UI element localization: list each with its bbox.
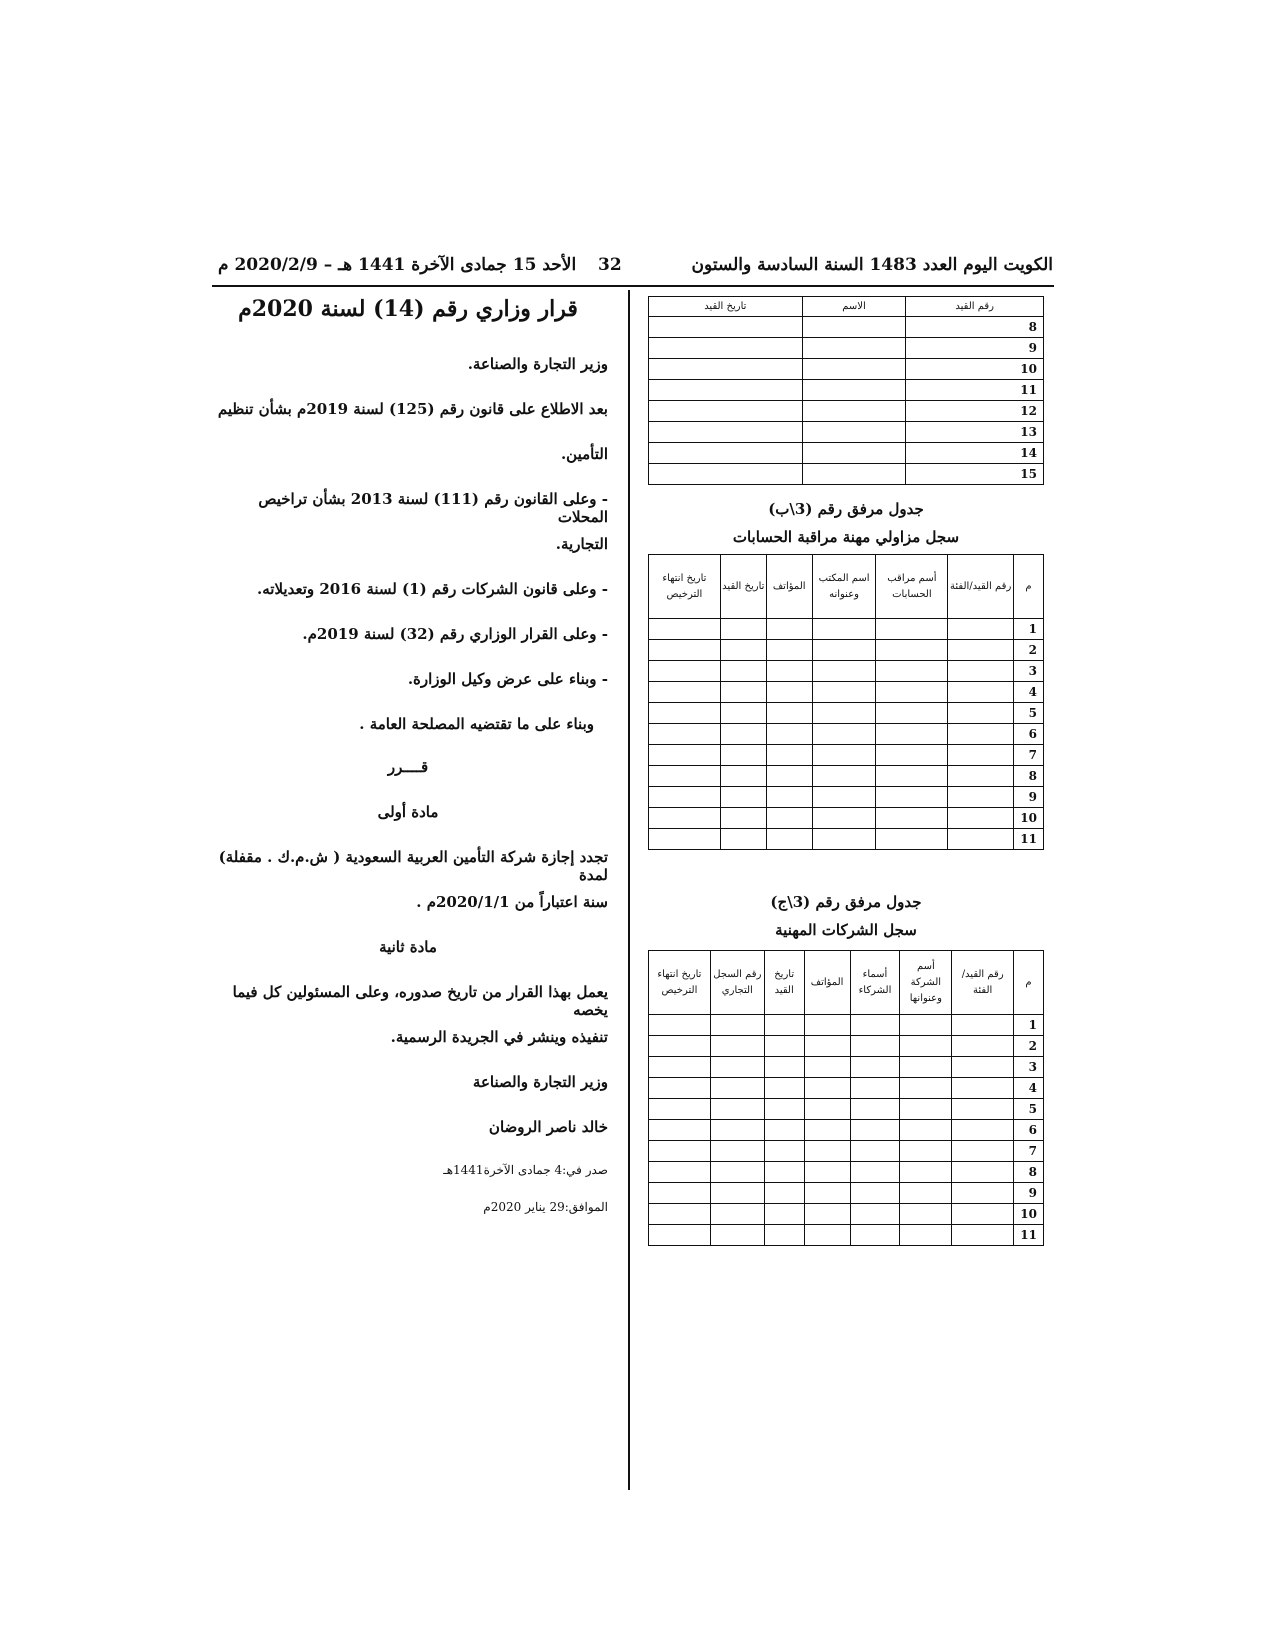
table-cell (804, 1141, 850, 1162)
table-cell (948, 724, 1014, 745)
table-cell (812, 640, 876, 661)
table-cell (952, 1225, 1014, 1246)
table-cell (948, 619, 1014, 640)
column-header: أسم مراقب الحسابات (876, 555, 948, 619)
table-cell (952, 1099, 1014, 1120)
table-cell (710, 1225, 764, 1246)
table-cell (952, 1162, 1014, 1183)
table-cell (850, 1078, 900, 1099)
table-row (649, 829, 1044, 850)
row-number: 13 (906, 422, 1044, 443)
table-cell (802, 401, 906, 422)
table-cell (649, 317, 803, 338)
table-cell (649, 1141, 711, 1162)
table-cell (948, 682, 1014, 703)
table-row (649, 359, 1044, 380)
table-cell (952, 1036, 1014, 1057)
table-cell (876, 703, 948, 724)
table-c-subtitle: سجل الشركات المهنية (775, 921, 917, 939)
table-row (649, 619, 1044, 640)
table-cell (710, 1204, 764, 1225)
preamble-p5: - وبناء على عرض وكيل الوزارة. (407, 670, 608, 688)
table-cell (649, 1225, 711, 1246)
table-cell (649, 1078, 711, 1099)
table-cell (804, 1057, 850, 1078)
column-header: رقم السجل التجاري (710, 951, 764, 1015)
table-cell (649, 1120, 711, 1141)
table-cell (952, 1015, 1014, 1036)
row-number: 14 (906, 443, 1044, 464)
table-cell (649, 338, 803, 359)
table-cell (710, 1036, 764, 1057)
table-row (649, 808, 1044, 829)
row-number: 2 (1014, 640, 1044, 661)
table-cell (948, 661, 1014, 682)
table-cell (649, 422, 803, 443)
table-cell (720, 829, 766, 850)
table-row (649, 338, 1044, 359)
table-cell (766, 724, 812, 745)
column-header: رقم القيد/الفئة (952, 951, 1014, 1015)
table-cell (649, 682, 721, 703)
issued-gregorian: الموافق:29 يناير 2020م (483, 1200, 608, 1214)
table-row (649, 787, 1044, 808)
column-header: أسم الشركة وعنوانها (900, 951, 952, 1015)
column-header: م (1014, 555, 1044, 619)
table-row (649, 703, 1044, 724)
row-number: 8 (1014, 766, 1044, 787)
row-number: 11 (906, 380, 1044, 401)
table-cell (948, 808, 1014, 829)
table-c-caption: جدول مرفق رقم (3\ج) (770, 893, 922, 911)
table-cell (649, 745, 721, 766)
column-header: تاريخ انتهاء الترخيص (649, 555, 721, 619)
table-cell (766, 808, 812, 829)
table-cell (720, 682, 766, 703)
table-cell (720, 766, 766, 787)
table-cell (649, 380, 803, 401)
table-row (649, 1057, 1044, 1078)
row-number: 6 (1014, 724, 1044, 745)
professional-companies-table (648, 950, 1044, 1246)
table-cell (766, 829, 812, 850)
table-cell (900, 1099, 952, 1120)
table-cell (802, 443, 906, 464)
table-cell (900, 1057, 952, 1078)
table-cell (900, 1078, 952, 1099)
preamble-p2-line1: - وعلى القانون رقم (111) لسنة 2013 بشأن تراخيص المحلات (258, 490, 608, 526)
column-header: رقم القيد/الفئة (948, 555, 1014, 619)
table-row (649, 380, 1044, 401)
table-row (649, 1036, 1044, 1057)
table-cell (649, 443, 803, 464)
table-cell (804, 1225, 850, 1246)
table-cell (900, 1225, 952, 1246)
table-row (649, 443, 1044, 464)
table-cell (649, 1099, 711, 1120)
table-cell (850, 1141, 900, 1162)
table-cell (876, 640, 948, 661)
table-cell (720, 745, 766, 766)
row-number: 7 (1014, 745, 1044, 766)
column-divider (628, 290, 630, 1490)
table-cell (900, 1162, 952, 1183)
table-cell (720, 703, 766, 724)
table-cell (812, 619, 876, 640)
table-cell (710, 1183, 764, 1204)
table-cell (720, 619, 766, 640)
decided-heading: قــــرر (387, 758, 429, 776)
table-cell (764, 1225, 804, 1246)
table-cell (948, 640, 1014, 661)
table-cell (850, 1036, 900, 1057)
table-cell (720, 787, 766, 808)
table-cell (804, 1183, 850, 1204)
column-header: اسم المكتب وعنوانه (812, 555, 876, 619)
table-cell (900, 1120, 952, 1141)
table-cell (812, 787, 876, 808)
row-number: 10 (906, 359, 1044, 380)
table-cell (710, 1141, 764, 1162)
row-number: 7 (1014, 1141, 1044, 1162)
table-cell (764, 1015, 804, 1036)
table-cell (876, 724, 948, 745)
table-cell (766, 682, 812, 703)
table-cell (812, 766, 876, 787)
table-cell (850, 1183, 900, 1204)
row-number: 1 (1014, 1015, 1044, 1036)
table-cell (764, 1183, 804, 1204)
table-row (649, 1015, 1044, 1036)
table-cell (804, 1015, 850, 1036)
table-row (649, 464, 1044, 485)
article2-line1: يعمل بهذا القرار من تاريخ صدوره، وعلى المسئولين كل فيما يخصه (232, 983, 608, 1019)
table-cell (952, 1183, 1014, 1204)
row-number: 9 (906, 338, 1044, 359)
table-cell (948, 766, 1014, 787)
column-header: المؤاتف (766, 555, 812, 619)
table-cell (766, 661, 812, 682)
column-header: أسماء الشركاء (850, 951, 900, 1015)
row-number: 11 (1014, 1225, 1044, 1246)
table-cell (649, 464, 803, 485)
table-row (649, 682, 1044, 703)
row-number: 3 (1014, 1057, 1044, 1078)
table-cell (764, 1078, 804, 1099)
page-number: 32 (598, 255, 622, 275)
table-cell (766, 745, 812, 766)
table-cell (948, 829, 1014, 850)
preamble-p4: - وعلى القرار الوزاري رقم (32) لسنة 2019م. (302, 625, 608, 643)
table-cell (812, 808, 876, 829)
table-cell (764, 1141, 804, 1162)
header-rule (212, 285, 1054, 287)
table-cell (876, 787, 948, 808)
decision-title: قرار وزاري رقم (14) لسنة 2020م (238, 296, 578, 322)
table-cell (876, 829, 948, 850)
table-cell (802, 359, 906, 380)
table-cell (850, 1099, 900, 1120)
table-cell (649, 359, 803, 380)
table-row (649, 661, 1044, 682)
table-cell (649, 724, 721, 745)
table-cell (876, 619, 948, 640)
row-number: 2 (1014, 1036, 1044, 1057)
table-row (649, 766, 1044, 787)
column-header: رقم القيد (906, 297, 1044, 317)
preamble-p1-line1: بعد الاطلاع على قانون رقم (125) لسنة 2019م بشأن تنظيم (217, 400, 608, 418)
table-cell (649, 808, 721, 829)
column-header: تاريخ القيد (764, 951, 804, 1015)
table-cell (649, 619, 721, 640)
table-row (649, 1225, 1044, 1246)
table-cell (649, 1162, 711, 1183)
table-row (649, 1183, 1044, 1204)
table-cell (766, 766, 812, 787)
article1-line1: تجدد إجازة شركة التأمين العربية السعودية ( ش.م.ك . مقفلة) لمدة (218, 848, 608, 884)
table-cell (720, 661, 766, 682)
table-cell (812, 829, 876, 850)
row-number: 6 (1014, 1120, 1044, 1141)
table-cell (900, 1183, 952, 1204)
table-cell (649, 1015, 711, 1036)
table-cell (804, 1162, 850, 1183)
table-cell (710, 1015, 764, 1036)
table-cell (812, 703, 876, 724)
row-number: 8 (906, 317, 1044, 338)
table-cell (812, 661, 876, 682)
table-cell (804, 1036, 850, 1057)
table-cell (649, 829, 721, 850)
table-cell (766, 703, 812, 724)
table-row (649, 317, 1044, 338)
row-number: 15 (906, 464, 1044, 485)
row-number: 10 (1014, 1204, 1044, 1225)
article1-line2: سنة اعتباراً من 2020/1/1م . (416, 893, 608, 911)
table-cell (850, 1225, 900, 1246)
table-row (649, 1204, 1044, 1225)
table-cell (802, 422, 906, 443)
row-number: 12 (906, 401, 1044, 422)
table-b-caption: جدول مرفق رقم (3\ب) (768, 500, 924, 518)
table-cell (710, 1099, 764, 1120)
table-cell (649, 787, 721, 808)
table-cell (850, 1204, 900, 1225)
table-row (649, 1141, 1044, 1162)
table-cell (802, 338, 906, 359)
table-cell (649, 1204, 711, 1225)
table-cell (720, 808, 766, 829)
table-cell (649, 661, 721, 682)
row-number: 9 (1014, 787, 1044, 808)
table-cell (649, 1036, 711, 1057)
header-date: الأحد 15 جمادى الآخرة 1441 هـ – 2020/2/9 م (218, 255, 577, 275)
table-cell (802, 380, 906, 401)
table-cell (812, 745, 876, 766)
table-cell (876, 808, 948, 829)
table-cell (720, 640, 766, 661)
table-cell (764, 1057, 804, 1078)
table-cell (649, 703, 721, 724)
table-cell (649, 401, 803, 422)
preamble-p2-line2: التجارية. (555, 535, 608, 553)
preamble-p3: - وعلى قانون الشركات رقم (1) لسنة 2016 وتعديلاته. (257, 580, 608, 598)
table-cell (948, 787, 1014, 808)
auditors-register-table (648, 554, 1044, 850)
table-cell (948, 703, 1014, 724)
table-cell (649, 766, 721, 787)
table-row (649, 1078, 1044, 1099)
column-header: تاريخ انتهاء الترخيص (649, 951, 711, 1015)
table-cell (900, 1015, 952, 1036)
table-row (649, 745, 1044, 766)
column-header: الاسم (802, 297, 906, 317)
table-cell (952, 1141, 1014, 1162)
table-row (649, 640, 1044, 661)
row-number: 10 (1014, 808, 1044, 829)
table-cell (710, 1057, 764, 1078)
signer-title: وزير التجارة والصناعة (472, 1073, 608, 1091)
table-cell (850, 1015, 900, 1036)
table-cell (850, 1162, 900, 1183)
table-cell (764, 1099, 804, 1120)
table-row (649, 1099, 1044, 1120)
table-cell (876, 745, 948, 766)
table-cell (804, 1120, 850, 1141)
row-number: 3 (1014, 661, 1044, 682)
row-number: 5 (1014, 703, 1044, 724)
table-cell (876, 661, 948, 682)
table-cell (649, 640, 721, 661)
table-cell (952, 1204, 1014, 1225)
table-cell (850, 1120, 900, 1141)
table-cell (764, 1162, 804, 1183)
table-cell (766, 787, 812, 808)
table-row (649, 1162, 1044, 1183)
table-cell (952, 1120, 1014, 1141)
table-cell (812, 682, 876, 703)
preamble-p6: وبناء على ما تقتضيه المصلحة العامة . (359, 715, 594, 733)
table-cell (764, 1036, 804, 1057)
table-row (649, 401, 1044, 422)
table-cell (720, 724, 766, 745)
table-cell (876, 682, 948, 703)
article2-heading: مادة ثانية (379, 938, 437, 956)
register-table-continued (648, 296, 1044, 485)
table-row (649, 422, 1044, 443)
article2-line2: تنفيذه وينشر في الجريدة الرسمية. (390, 1028, 608, 1046)
row-number: 8 (1014, 1162, 1044, 1183)
table-cell (710, 1162, 764, 1183)
table-cell (900, 1036, 952, 1057)
table-cell (948, 745, 1014, 766)
header-publication: الكويت اليوم العدد 1483 السنة السادسة والستون (691, 255, 1053, 275)
table-b-subtitle: سجل مزاولي مهنة مراقبة الحسابات (732, 528, 960, 546)
table-cell (710, 1078, 764, 1099)
row-number: 11 (1014, 829, 1044, 850)
row-number: 9 (1014, 1183, 1044, 1204)
row-number: 4 (1014, 1078, 1044, 1099)
column-header: تاريخ القيد (720, 555, 766, 619)
table-cell (804, 1099, 850, 1120)
table-cell (766, 640, 812, 661)
issued-hijri: صدر في:4 جمادى الآخرة1441هـ (443, 1163, 608, 1177)
table-cell (764, 1204, 804, 1225)
table-cell (766, 619, 812, 640)
table-cell (802, 317, 906, 338)
issuer: وزير التجارة والصناعة. (467, 355, 608, 373)
article1-heading: مادة أولى (377, 803, 439, 821)
table-row (649, 724, 1044, 745)
row-number: 5 (1014, 1099, 1044, 1120)
table-cell (764, 1120, 804, 1141)
table-cell (850, 1057, 900, 1078)
table-cell (876, 766, 948, 787)
table-cell (804, 1204, 850, 1225)
signer-name: خالد ناصر الروضان (488, 1118, 608, 1136)
table-cell (812, 724, 876, 745)
table-cell (710, 1120, 764, 1141)
row-number: 4 (1014, 682, 1044, 703)
table-cell (649, 1183, 711, 1204)
column-header: تاريخ القيد (649, 297, 803, 317)
preamble-p1-line2: التأمين. (560, 445, 608, 463)
table-row (649, 1120, 1044, 1141)
table-cell (802, 464, 906, 485)
table-cell (649, 1057, 711, 1078)
table-cell (952, 1057, 1014, 1078)
table-cell (804, 1078, 850, 1099)
row-number: 1 (1014, 619, 1044, 640)
column-header: المؤاتف (804, 951, 850, 1015)
table-cell (900, 1141, 952, 1162)
column-header: م (1014, 951, 1044, 1015)
table-cell (900, 1204, 952, 1225)
table-cell (952, 1078, 1014, 1099)
